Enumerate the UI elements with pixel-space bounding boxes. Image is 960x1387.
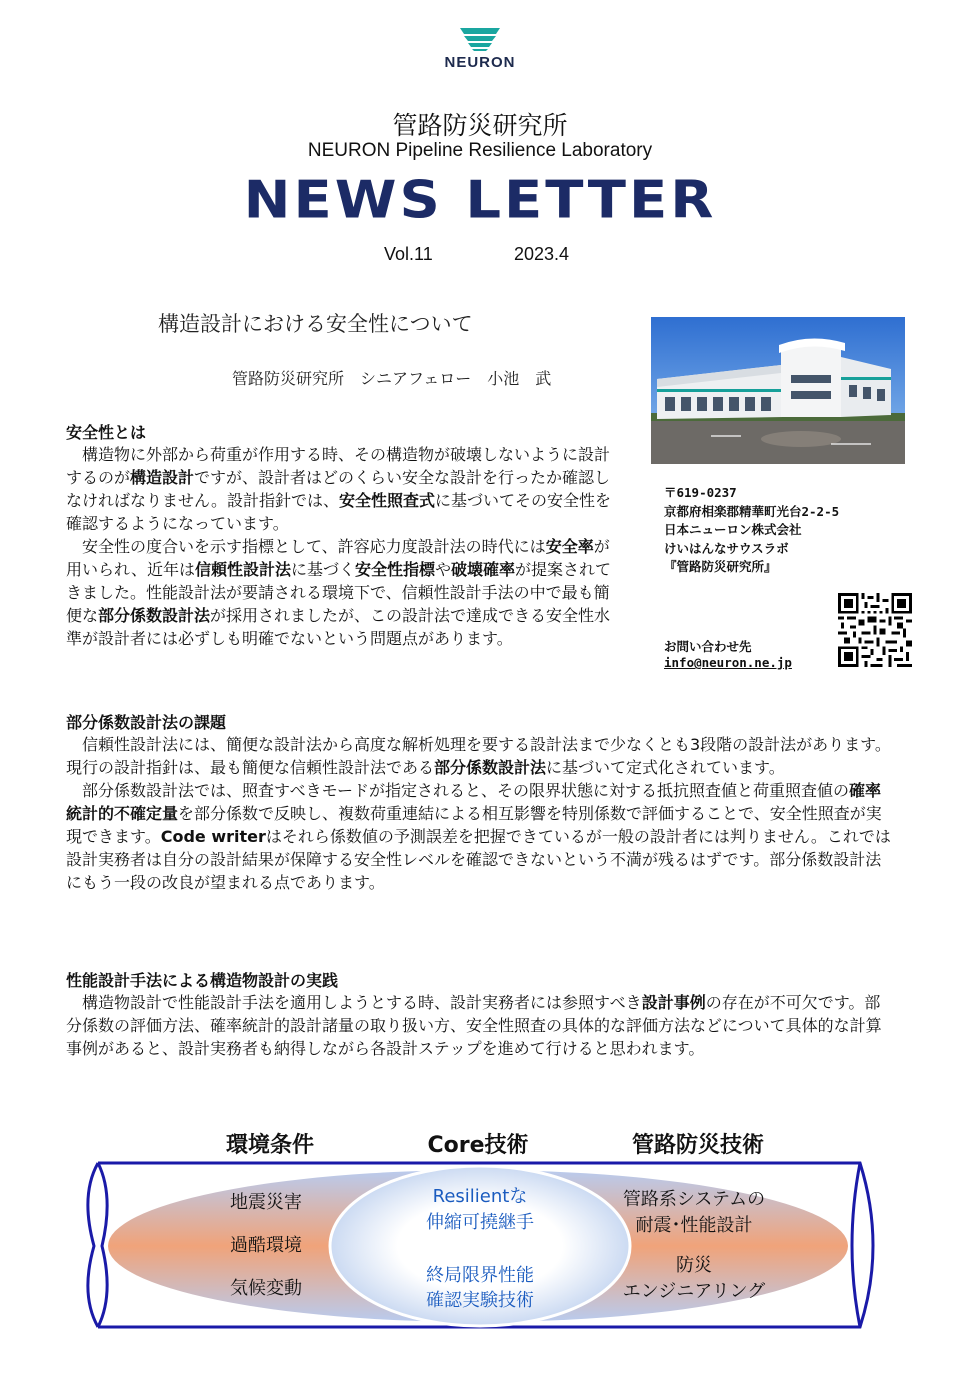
- org-name-jp: 管路防災研究所: [392, 111, 568, 140]
- diagram-title-left: 環境条件: [225, 1133, 315, 1158]
- address-line: 日本ニューロン株式会社: [664, 522, 802, 537]
- text-run: に基づいて定式化されています。: [546, 758, 785, 777]
- neuron-logo: [432, 26, 528, 74]
- logo-text: NEURON: [444, 54, 516, 71]
- section-heading-safety: 安全性とは: [66, 423, 147, 442]
- paragraph: [66, 991, 896, 1060]
- bold-term: 部分係数設計法: [98, 606, 211, 625]
- article-author: 管路防災研究所 シニアフェロー 小池 武: [232, 369, 552, 388]
- diagram-right-item: 防災: [676, 1255, 712, 1276]
- diagram-right-item: 管路系システムの: [622, 1189, 766, 1210]
- volume-number: Vol.11: [384, 244, 433, 264]
- section-heading-performance-design: 性能設計手法による構造物設計の実践: [66, 971, 339, 990]
- section-body-safety: [66, 443, 622, 650]
- newsletter-title: NEWS LETTER: [243, 170, 717, 231]
- text-run: に基づいてその安全性を確認するようになっています。: [66, 491, 611, 533]
- diagram-core-item: 終局限界性能: [426, 1265, 534, 1286]
- diagram-left-item: 過酷環境: [230, 1235, 302, 1256]
- text-run: 部分係数設計法では、照査すべきモードが指定されると、その限界状態に対する抵抗照査値と荷重照査値の: [66, 781, 850, 800]
- paragraph: [66, 733, 896, 779]
- bold-term: 構造設計: [130, 468, 195, 487]
- diagram-right-item: エンジニアリング: [622, 1281, 766, 1302]
- bold-term: 安全率: [545, 537, 594, 556]
- bold-term: 確率統計的不確定量: [66, 781, 882, 823]
- bold-term: 安全性指標: [355, 560, 436, 579]
- text-run: 構造物設計で性能設計手法を適用しようとする時、設計実務者には参照すべき: [66, 993, 642, 1012]
- bold-term: 信頼性設計法: [194, 560, 291, 579]
- bold-term: 部分係数設計法: [434, 758, 547, 777]
- text-run: が用いられ、近年は: [66, 537, 610, 579]
- org-name-en: NEURON Pipeline Resilience Laboratory: [307, 140, 653, 161]
- building-photo: [651, 317, 905, 464]
- bold-term: Code writer: [160, 827, 266, 846]
- technology-diagram: [80, 1125, 880, 1335]
- text-run: ですが、設計者はどのくらい安全な設計を行ったか確認しなければなりません。設計指針では、: [66, 468, 611, 510]
- diagram-core-item: Resilientな: [432, 1186, 528, 1207]
- text-run: が採用されましたが、この設計法で達成できる安全性水準が設計者には必ずしも明確でないという問題点があります。: [66, 606, 611, 648]
- text-run: が提案されてきました。性能設計法が要請される環境下で、信頼性設計手法の中で最も簡便な: [66, 560, 612, 625]
- address-line: けいはんなサウスラボ: [664, 540, 789, 556]
- diagram-title-right: 管路防災技術: [631, 1133, 765, 1158]
- contact-label: お問い合わせ先: [664, 639, 752, 654]
- bold-term: 破壊確率: [451, 560, 516, 579]
- diagram-core-item: 確認実験技術: [426, 1290, 534, 1311]
- address-block: [664, 484, 839, 577]
- section-heading-partial-factor: 部分係数設計法の課題: [66, 713, 227, 732]
- text-run: に基づく: [290, 560, 355, 579]
- text-run: 信頼性設計法には、簡便な設計法から高度な解析処理を要する設計法まで少なくとも3段階の設計法があります。現行の設計指針は、最も簡便な信頼性設計法である: [66, 735, 891, 777]
- text-run: 安全性の度合いを示す指標として、許容応力度設計法の時代には: [66, 537, 546, 556]
- text-run: を部分係数で反映し、複数荷重連結による相互影響を特別係数で評価することで、安全性照査が実現できます。: [66, 804, 882, 846]
- article-title: 構造設計における安全性について: [158, 312, 473, 336]
- issue-date: 2023.4: [514, 244, 570, 264]
- diagram-left-item: 地震災害: [230, 1192, 302, 1213]
- address-line: 京都府相楽郡精華町光台2-2-5: [664, 503, 840, 519]
- text-run: の存在が不可欠です。部分係数の評価方法、確率統計的設計諸量の取り扱い方、安全性照査の具体的な評価方法などについて具体的な計算事例があると、設計実務者も納得しながら各設計ステップを進めて行けると思われます。: [66, 993, 882, 1058]
- diagram-right-item: 耐震･性能設計: [635, 1215, 753, 1236]
- address-line: 『管路防災研究所』: [664, 559, 777, 574]
- text-run: 構造物に外部から荷重が作用する時、その構造物が破壊しないように設計するのが: [66, 445, 611, 487]
- section-body-partial-factor: [66, 733, 896, 894]
- diagram-core-item: 伸縮可撓継手: [426, 1212, 534, 1233]
- paragraph: [66, 443, 622, 535]
- contact-email-link[interactable]: info@neuron.ne.jp: [664, 655, 792, 670]
- text-run: はそれら係数値の予測誤差を把握できているが一般の設計者には判りません。これでは設計実務者は自分の設計結果が保障する安全性レベルを確認できないという不満が残るはずです。部分係数設計法にもう一段の改良が望まれる点であります。: [66, 827, 891, 892]
- paragraph: [66, 535, 622, 650]
- address-line: 〒619-0237: [664, 485, 737, 500]
- neuron-logo-mark-icon: [456, 26, 504, 52]
- section-body-performance-design: [66, 991, 896, 1060]
- text-run: や: [435, 560, 452, 579]
- diagram-left-item: 気候変動: [230, 1278, 302, 1299]
- bold-term: 安全性照査式: [338, 491, 435, 510]
- diagram-title-center: Core技術: [427, 1133, 529, 1158]
- qr-code-icon[interactable]: [838, 593, 912, 667]
- paragraph: [66, 779, 896, 894]
- bold-term: 設計事例: [641, 993, 706, 1012]
